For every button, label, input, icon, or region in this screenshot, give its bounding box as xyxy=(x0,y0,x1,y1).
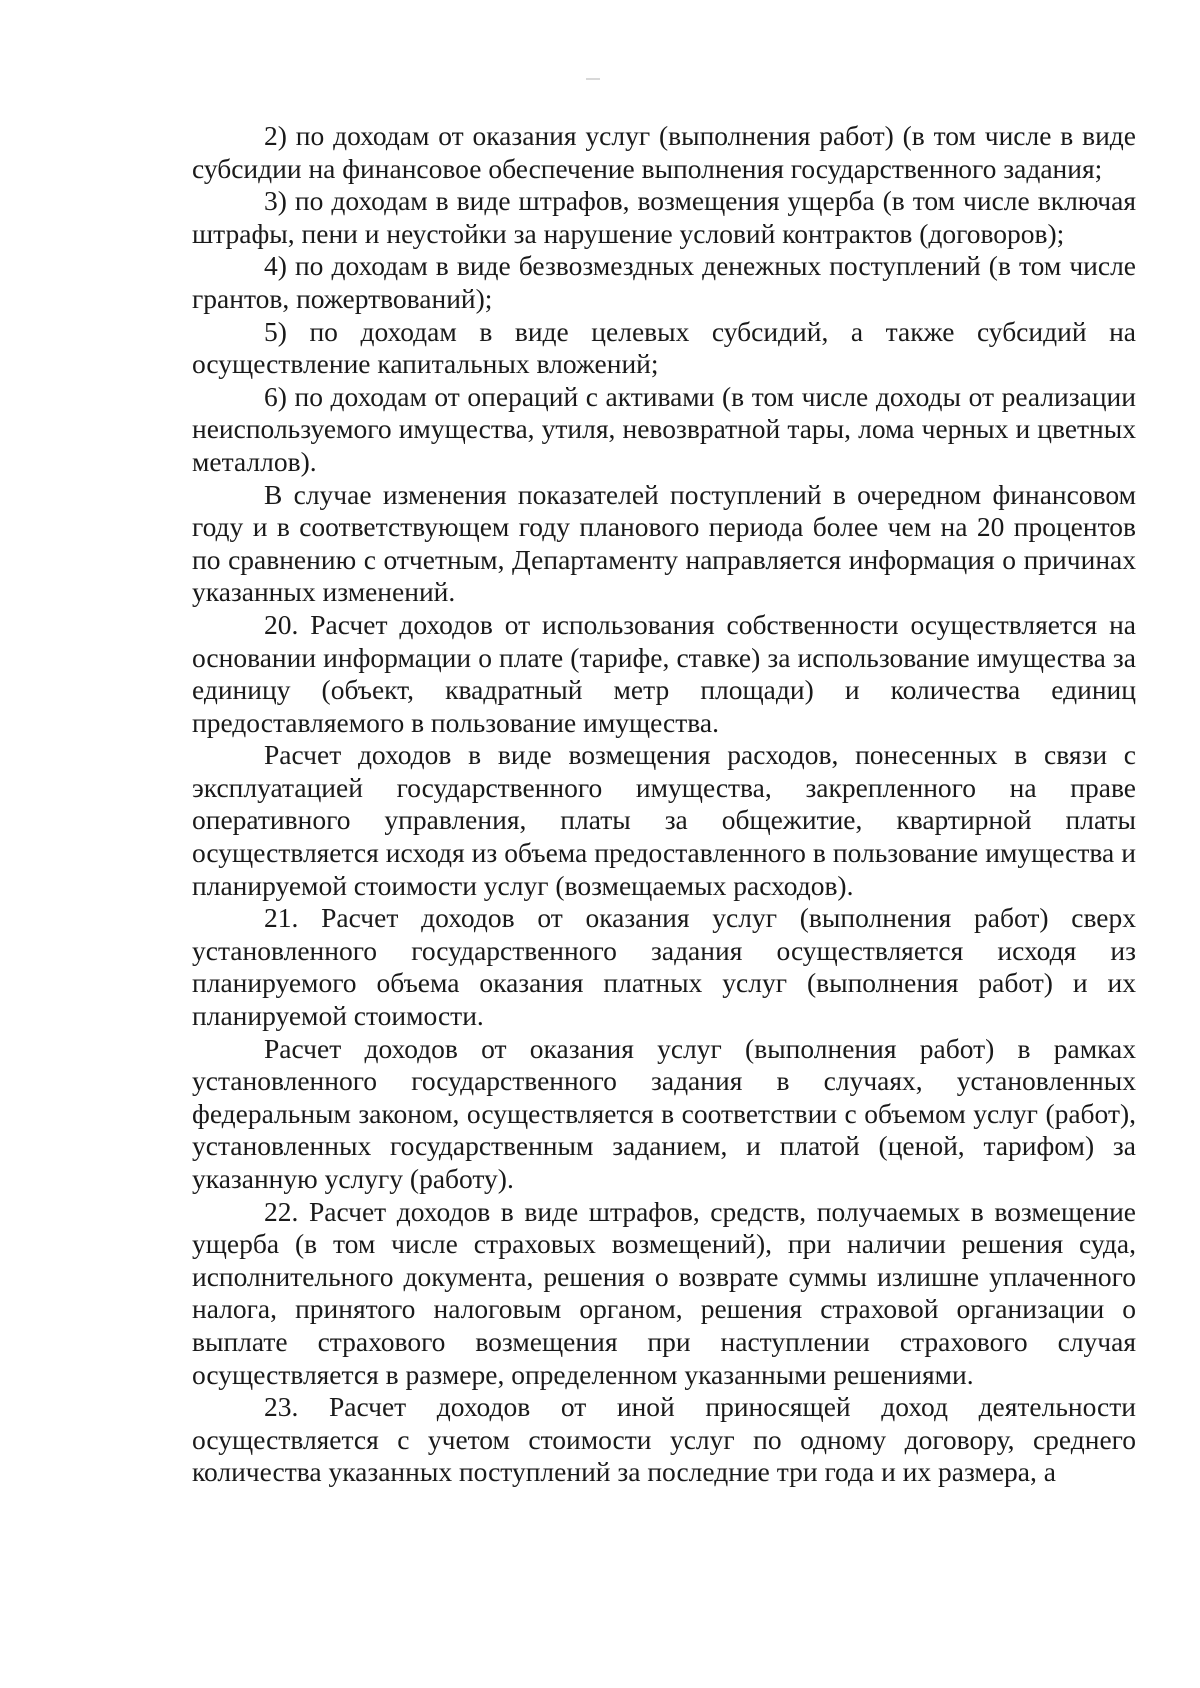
paragraph-income-donations: 4) по доходам в виде безвозмездных денежных поступлений (в том числе грантов, пожертвований); xyxy=(192,250,1136,314)
paragraph-item-20: 20. Расчет доходов от использования собственности осуществляется на основании информации о плате (тарифе, ставке) за использование имущества за единицу (объект, квадратный метр площади) и количества единиц предоставляемого в пользование имущества. xyxy=(192,608,1136,738)
paragraph-change-notice: В случае изменения показателей поступлений в очередном финансовом году и в соответствующем году планового периода более чем на 20 процентов по сравнению с отчетным, Департаменту направляется информация о причинах указанных изменений. xyxy=(192,478,1136,608)
paragraph-item-22: 22. Расчет доходов в виде штрафов, средств, получаемых в возмещение ущерба (в том числе страховых возмещений), при наличии решения суда, исполнительного документа, решения о возврате суммы излишне уплаченного налога, принятого налоговым органом, решения страховой организации о выплате страхового возмещения при наступлении страхового случая осуществляется в размере, определенном указанными решениями. xyxy=(192,1195,1136,1390)
paragraph-income-subsidies: 5) по доходам в виде целевых субсидий, а также субсидий на осуществление капитальных вложений; xyxy=(192,315,1136,380)
paragraph-item-23: 23. Расчет доходов от иной приносящей доход деятельности осуществляется с учетом стоимости услуг по одному договору, среднего количества указанных поступлений за последние три года и их размера, а xyxy=(192,1391,1136,1488)
paragraph-item-20-expenses: Расчет доходов в виде возмещения расходов, понесенных в связи с эксплуатацией государственного имущества, закрепленного на праве оперативного управления, платы за общежитие, квартирной платы осуществляется исходя из объема предоставленного в пользование имущества и планируемой стоимости услуг (возмещаемых расходов). xyxy=(192,739,1136,901)
scan-mark xyxy=(586,78,600,80)
paragraph-income-fines: 3) по доходам в виде штрафов, возмещения ущерба (в том числе включая штрафы, пени и неустойки за нарушение условий контрактов (договоров); xyxy=(192,185,1136,249)
paragraph-income-assets: 6) по доходам от операций с активами (в том числе доходы от реализации неиспользуемого имущества, утиля, невозвратной тары, лома черных и цветных металлов). xyxy=(192,380,1136,477)
document-body xyxy=(192,120,1136,1489)
paragraph-income-services: 2) по доходам от оказания услуг (выполнения работ) (в том числе в виде субсидии на финансовое обеспечение выполнения государственного задания; xyxy=(192,120,1136,184)
paragraph-item-21: 21. Расчет доходов от оказания услуг (выполнения работ) сверх установленного государственного задания осуществляется исходя из планируемого объема оказания платных услуг (выполнения работ) и их планируемой стоимости. xyxy=(192,902,1136,1032)
paragraph-item-21-state-task: Расчет доходов от оказания услуг (выполнения работ) в рамках установленного государственного задания в случаях, установленных федеральным законом, осуществляется в соответствии с объемом услуг (работ), установленных государственным заданием, и платой (ценой, тарифом) за указанную услугу (работу). xyxy=(192,1032,1136,1194)
